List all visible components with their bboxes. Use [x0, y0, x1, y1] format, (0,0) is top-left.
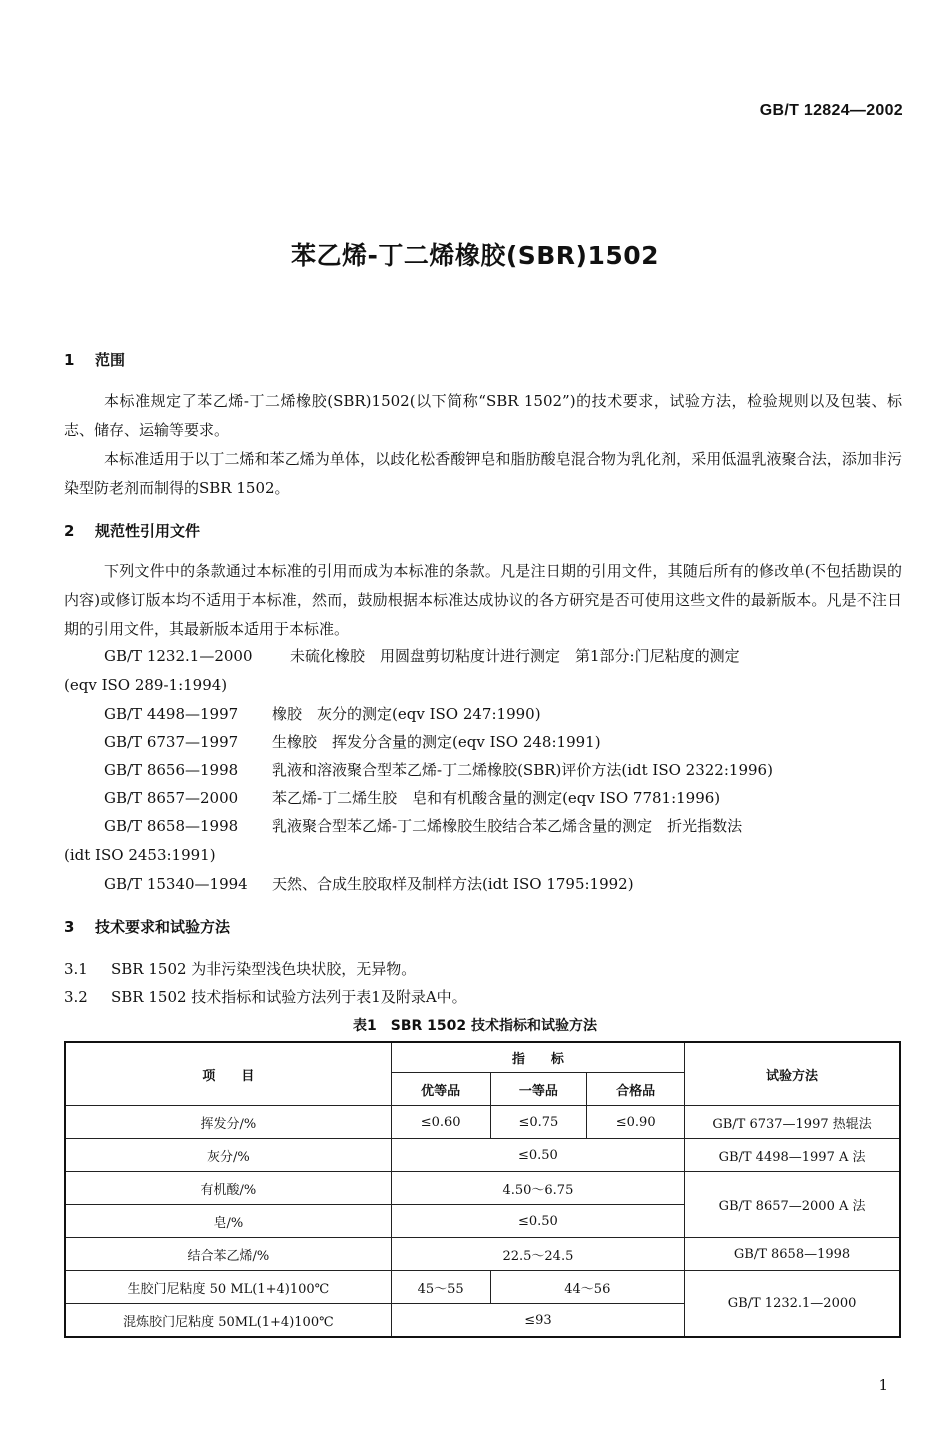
reference-title: 乳液聚合型苯乙烯-丁二烯橡胶生胶结合苯乙烯含量的测定 折光指数法 [272, 817, 743, 835]
reference-title: 苯乙烯-丁二烯生胶 皂和有机酸含量的测定(eqv ISO 7781:1996) [272, 789, 721, 807]
reference-item [104, 812, 742, 840]
document-title: 苯乙烯-丁二烯橡胶(SBR)1502 [290, 241, 660, 270]
reference-code: GB/T 6737—1997 [104, 733, 239, 751]
cell-value: 4.50～6.75 [391, 1172, 684, 1205]
cell-item: 结合苯乙烯/% [65, 1238, 391, 1271]
section-1-paragraph-1: 本标准规定了苯乙烯-丁二烯橡胶(SBR)1502(以下简称“SBR 1502”)的技术要求，试验方法，检验规则以及包装、标志、储存、运输等要求。 [64, 392, 902, 439]
reference-title: 橡胶 灰分的测定(eqv ISO 247:1990) [272, 705, 541, 723]
cell-method: GB/T 1232.1—2000 [685, 1271, 900, 1338]
reference-item [104, 642, 740, 670]
reference-code: GB/T 8657—2000 [104, 789, 239, 807]
cell-item: 混炼胶门尼粘度 50ML(1+4)100℃ [65, 1304, 391, 1338]
clause-text: SBR 1502 技术指标和试验方法列于表1及附录A中。 [111, 988, 467, 1006]
reference-item [104, 728, 601, 756]
table-row [65, 1172, 900, 1205]
reference-continuation: (idt ISO 2453:1991) [64, 846, 216, 864]
reference-title: 生橡胶 挥发分含量的测定(eqv ISO 248:1991) [272, 733, 601, 751]
section-number: 1 [64, 351, 75, 369]
section-number: 3 [64, 918, 75, 936]
reference-title: 乳液和溶液聚合型苯乙烯-丁二烯橡胶(SBR)评价方法(idt ISO 2322:1996) [272, 761, 773, 779]
spec-table [64, 1041, 901, 1338]
reference-code: GB/T 8656—1998 [104, 761, 239, 779]
section-title: 范围 [95, 351, 126, 369]
table-header-row [65, 1042, 900, 1073]
cell-first: ≤0.75 [490, 1106, 587, 1139]
cell-item: 有机酸/% [65, 1172, 391, 1205]
header-grade-superior: 优等品 [391, 1073, 490, 1106]
cell-method: GB/T 8657—2000 A 法 [685, 1172, 900, 1238]
reference-code: GB/T 1232.1—2000 [104, 647, 253, 665]
table-title: SBR 1502 技术指标和试验方法 [390, 1018, 597, 1034]
section-1-paragraph-2: 本标准适用于以丁二烯和苯乙烯为单体，以歧化松香酸钾皂和脂肪酸皂混合物为乳化剂，采用低温乳液聚合法，添加非污染型防老剂而制得的SBR 1502。 [64, 450, 902, 497]
reference-continuation: (eqv ISO 289-1:1994) [64, 676, 228, 694]
table-row [65, 1271, 900, 1304]
header-grade-qualified: 合格品 [587, 1073, 685, 1106]
clause-3-2 [64, 986, 467, 1007]
reference-item [104, 700, 541, 728]
reference-item [104, 784, 720, 812]
cell-superior: ≤0.60 [391, 1106, 490, 1139]
table-number: 表1 [353, 1018, 377, 1034]
section-2-intro: 下列文件中的条款通过本标准的引用而成为本标准的条款。凡是注日期的引用文件，其随后所有的修改单(不包括勘误的内容)或修订版本均不适用于本标准，然而，鼓励根据本标准达成协议的各方研究是否可使用这些文件的最新版本。凡是不注日期的引用文件，其最新版本适用于本标准。 [64, 562, 902, 638]
section-title: 规范性引用文件 [95, 522, 201, 540]
cell-superior: 45～55 [391, 1271, 490, 1304]
header-method: 试验方法 [685, 1042, 900, 1106]
cell-item: 生胶门尼粘度 50 ML(1+4)100℃ [65, 1271, 391, 1304]
section-3-heading [64, 916, 230, 937]
header-item: 项 目 [65, 1042, 391, 1106]
section-number: 2 [64, 522, 75, 540]
cell-qualified: ≤0.90 [587, 1106, 685, 1139]
cell-value: 22.5～24.5 [391, 1238, 684, 1271]
cell-item: 挥发分/% [65, 1106, 391, 1139]
cell-first-qualified: 44～56 [490, 1271, 685, 1304]
clause-number: 3.2 [64, 988, 88, 1006]
table-caption [0, 1015, 950, 1035]
section-2-heading [64, 520, 200, 541]
cell-item: 皂/% [65, 1205, 391, 1238]
header-index: 指 标 [391, 1042, 684, 1073]
reference-item [104, 756, 773, 784]
table-row [65, 1238, 900, 1271]
clause-text: SBR 1502 为非污染型浅色块状胶，无异物。 [111, 960, 417, 978]
cell-value: ≤93 [391, 1304, 684, 1338]
cell-method: GB/T 4498—1997 A 法 [685, 1139, 900, 1172]
section-1-heading [64, 349, 125, 370]
reference-title: 未硫化橡胶 用圆盘剪切粘度计进行测定 第1部分:门尼粘度的测定 [290, 647, 740, 665]
cell-method: GB/T 8658—1998 [685, 1238, 900, 1271]
cell-item: 灰分/% [65, 1139, 391, 1172]
header-grade-first: 一等品 [490, 1073, 587, 1106]
standard-code: GB/T 12824—2002 [759, 102, 903, 119]
clause-3-1 [64, 958, 416, 979]
reference-code: GB/T 4498—1997 [104, 705, 239, 723]
cell-method: GB/T 6737—1997 热辊法 [685, 1106, 900, 1139]
reference-code: GB/T 8658—1998 [104, 817, 239, 835]
reference-code: GB/T 15340—1994 [104, 875, 248, 893]
section-title: 技术要求和试验方法 [95, 918, 231, 936]
reference-title: 天然、合成生胶取样及制样方法(idt ISO 1795:1992) [272, 875, 634, 893]
table-row [65, 1139, 900, 1172]
cell-value: ≤0.50 [391, 1205, 684, 1238]
table-row [65, 1106, 900, 1139]
cell-value: ≤0.50 [391, 1139, 684, 1172]
clause-number: 3.1 [64, 960, 88, 978]
page-number: 1 [878, 1376, 888, 1394]
reference-item [104, 870, 634, 898]
